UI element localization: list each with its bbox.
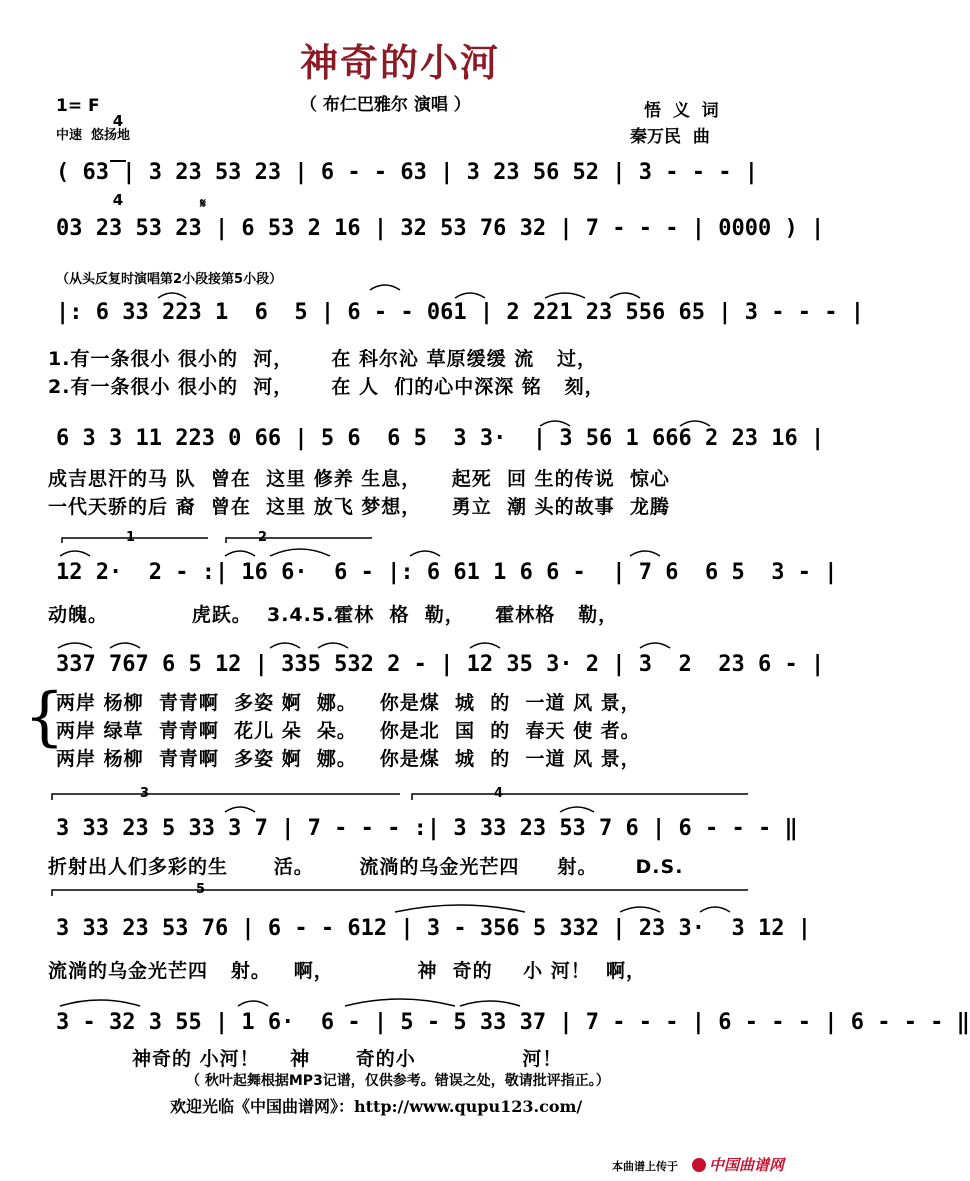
tempo-marking: 中速 悠扬地 xyxy=(56,128,131,143)
music-line-6: 337 767 6 5 12 | 335 532 2 - | 12 35 3· 2 | 3 2 23 6 - | xyxy=(56,652,825,677)
transcription-note: （ 秋叶起舞根据MP3记谱，仅供参考。错误之处，敬请批评指正。） xyxy=(186,1073,610,1089)
music-line-1: ( 63 | 3 23 53 23 | 6 - - 63 | 3 23 56 52 | 3 - - - | xyxy=(56,160,758,185)
logo-icon xyxy=(692,1158,706,1172)
lyric-line-8: 两岸 杨柳 青青啊 多姿 婀 娜。 你是煤 城 的 一道 风 景， xyxy=(56,748,641,770)
time-denominator: 4 xyxy=(112,191,124,209)
key-signature: 1= F xyxy=(56,96,100,116)
lyric-line-2: 2.有一条很小 很小的 河， 在 人 们的心中深深 铭 刻， xyxy=(48,376,605,398)
music-line-4: 6 3 3 11 223 0 66 | 5 6 6 5 3 3· | 3 56 1 666 2 23 16 | xyxy=(56,426,825,451)
lyric-line-11: 神奇的 小河！ 神 奇的小 河！ xyxy=(132,1048,563,1070)
lyricist: 悟 义 词 xyxy=(644,101,719,121)
music-line-3: |: 6 33 223 1 6 5 | 6 - - 061 | 2 221 23 556 65 | 3 - - - | xyxy=(56,300,864,325)
lyric-line-6: 两岸 杨柳 青青啊 多姿 婀 娜。 你是煤 城 的 一道 风 景， xyxy=(56,692,641,714)
repeat-note: （从头反复时演唱第2小段接第5小段） xyxy=(56,272,283,287)
lyric-line-7: 两岸 绿草 青青啊 花儿 朵 朵。 你是北 国 的 春天 使 者。 xyxy=(56,720,641,742)
lyric-line-10: 流淌的乌金光芒四 射。 啊， 神 奇的 小 河！ 啊， xyxy=(48,960,646,982)
verse-brace: { xyxy=(24,680,65,754)
music-line-5: 12 2· 2 - :| 16 6· 6 - |: 6 61 1 6 6 - | 7 6 6 5 3 - | xyxy=(56,560,838,585)
volta-label-3: 3 xyxy=(140,786,150,801)
time-numerator: 4 xyxy=(112,112,124,130)
welcome-link[interactable]: 欢迎光临《中国曲谱网》：http://www.qupu123.com/ xyxy=(170,1097,583,1116)
music-line-2: 03 23 53 23 | 6 53 2 16 | 32 53 76 32 | 7 - - - | 0000 ) | xyxy=(56,216,825,241)
site-logo-text: 中国曲谱网 xyxy=(709,1156,785,1174)
volta-label-5: 5 xyxy=(196,882,206,897)
segno-sign: 𝄋 xyxy=(200,196,207,212)
volta-label-4: 4 xyxy=(494,786,504,801)
music-line-8: 3 33 23 53 76 | 6 - - 612 | 3 - 356 5 332 | 23 3· 3 12 | xyxy=(56,916,811,941)
singer-line: （ 布仁巴雅尔 演唱 ） xyxy=(300,95,471,115)
lyric-line-4: 一代天骄的后 裔 曾在 这里 放飞 梦想， 勇立 潮 头的故事 龙腾 xyxy=(48,496,670,518)
music-line-9: 3 - 32 3 55 | 1 6· 6 - | 5 - 5 33 37 | 7 - - - | 6 - - - | 6 - - - ‖ xyxy=(56,1010,970,1035)
upload-label: 本曲谱上传于 xyxy=(612,1160,678,1173)
composer: 秦万民 曲 xyxy=(630,127,710,147)
lyric-line-1: 1.有一条很小 很小的 河， 在 科尔沁 草原缓缓 流 过， xyxy=(48,348,598,370)
lyric-line-5: 动魄。 虎跃。 3.4.5.霍林 格 勒， 霍林格 勒， xyxy=(48,604,619,626)
music-line-7: 3 33 23 5 33 3 7 | 7 - - - :| 3 33 23 53 7 6 | 6 - - - ‖ xyxy=(56,816,798,841)
volta-label-2: 2 xyxy=(258,530,268,545)
volta-label-1: 1 xyxy=(126,530,136,545)
song-title: 神奇的小河 xyxy=(299,41,500,85)
site-logo[interactable] xyxy=(692,1154,784,1175)
lyric-line-3: 成吉思汗的马 队 曾在 这里 修养 生息， 起死 回 生的传说 惊心 xyxy=(48,468,670,490)
lyric-line-9: 折射出人们多彩的生 活。 流淌的乌金光芒四 射。 D.S. xyxy=(48,856,684,878)
